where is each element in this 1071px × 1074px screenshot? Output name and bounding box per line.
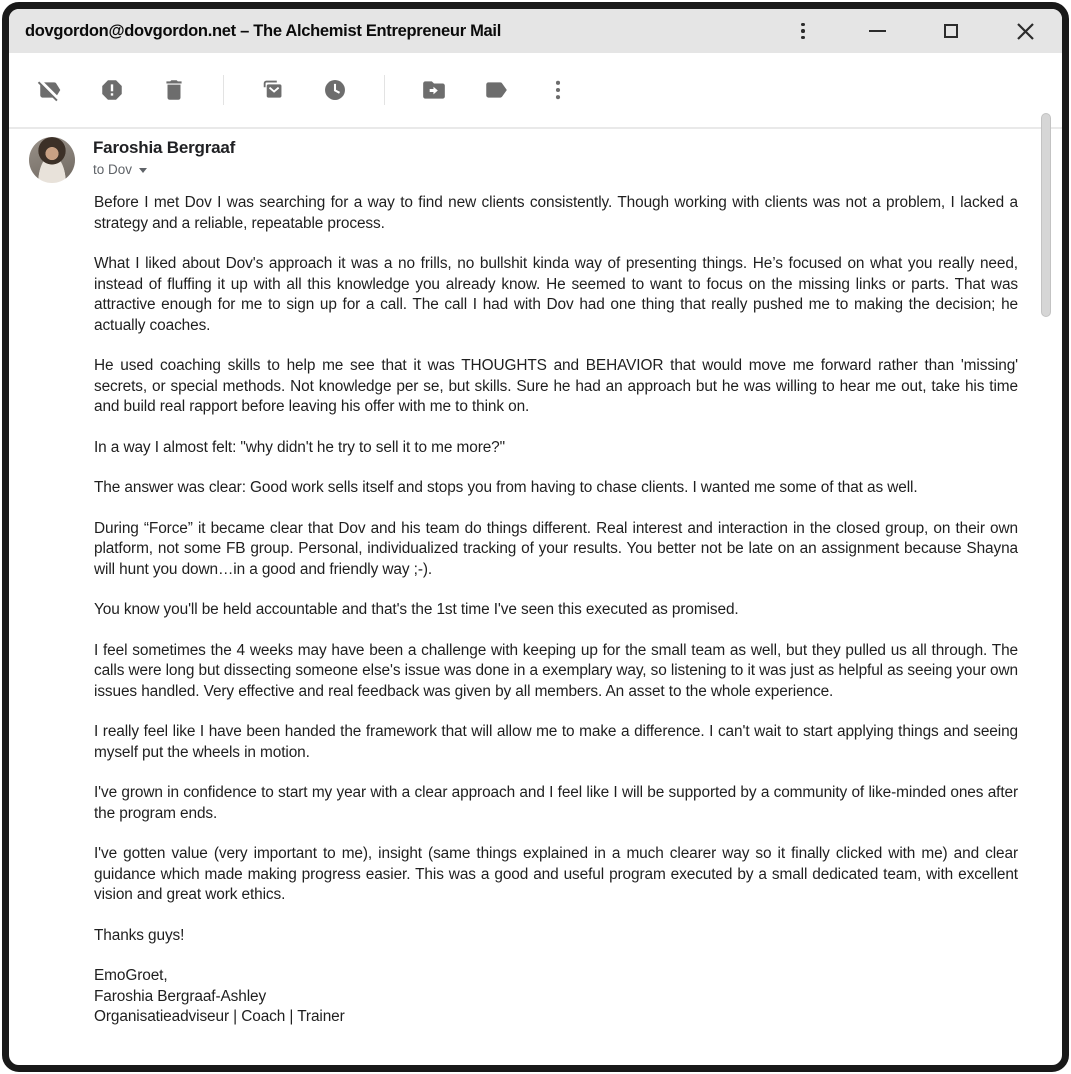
sender-avatar[interactable] <box>29 137 75 183</box>
menu-kebab-icon[interactable] <box>792 19 814 43</box>
email-paragraph: He used coaching skills to help me see that it was THOUGHTS and BEHAVIOR that would move me forward rather than 'missing' secrets, or special methods. Not knowledge per se, but skills. Sure he had an approach but he was willing to hear me out, take his time and build real rapport before leaving his offer with me to think on. <box>94 357 1018 415</box>
move-to-icon <box>421 77 447 103</box>
report-spam-button[interactable] <box>99 77 125 103</box>
signature-line: Faroshia Bergraaf-Ashley <box>94 987 267 1005</box>
maximize-icon <box>944 24 958 38</box>
vertical-scrollbar-thumb[interactable] <box>1041 113 1051 317</box>
more-options-icon <box>545 77 571 103</box>
mail-toolbar <box>9 53 1062 127</box>
email-paragraph: You know you'll be held accountable and that's the 1st time I've seen this executed as promised. <box>94 601 739 618</box>
move-to-inbox-icon <box>260 77 286 103</box>
minimize-icon <box>869 30 886 32</box>
toolbar-separator <box>384 75 385 105</box>
kebab-dots <box>801 23 805 40</box>
recipient-dropdown[interactable] <box>93 162 235 177</box>
maximize-button[interactable] <box>940 19 962 43</box>
email-body <box>9 183 1062 1028</box>
mail-window <box>2 2 1069 1072</box>
close-icon <box>1016 22 1035 41</box>
email-signature <box>94 966 1018 1028</box>
delete-button[interactable] <box>161 77 187 103</box>
email-paragraph: I feel sometimes the 4 weeks may have been a challenge with keeping up for the small team as well, but they pulled us all through. The calls were long but dissecting someone else's issue was done in a exemplary way, so listening to it was just as helpful as seeing your own issues handled. Very effective and real feedback was given by all members. An asset to the whole experience. <box>94 641 1018 700</box>
delete-icon <box>161 77 187 103</box>
email-paragraph: During “Force” it became clear that Dov and his team do things different. Real interest and interaction in the closed group, on their own platform, not some FB group. Personal, individualized tracking of your results. You better not be late on an assignment because Shayna will hunt you down…in a good and friendly way ;-). <box>94 519 1018 578</box>
email-paragraph: Before I met Dov I was searching for a way to find new clients consistently. Though working with clients was not a problem, I lacked a strategy and a reliable, repeatable process. <box>94 194 1018 232</box>
label-icon <box>483 77 509 103</box>
email-paragraph: Thanks guys! <box>94 926 185 944</box>
email-paragraph: I've grown in confidence to start my year with a clear approach and I feel like I will be supported by a community of like-minded ones after the program ends. <box>94 784 1018 822</box>
minimize-button[interactable] <box>866 19 888 43</box>
email-header <box>9 129 1062 183</box>
window-title: dovgordon@dovgordon.net – The Alchemist Entrepreneur Mail <box>25 21 501 40</box>
remove-label-icon <box>37 77 63 103</box>
recipient-label: to Dov <box>93 162 133 177</box>
move-to-button[interactable] <box>421 77 447 103</box>
more-options-button[interactable] <box>545 77 571 103</box>
toolbar-separator <box>223 75 224 105</box>
sender-block <box>93 137 235 177</box>
email-paragraph: In a way I almost felt: "why didn't he try to sell it to me more?" <box>94 438 506 456</box>
snooze-button[interactable] <box>322 77 348 103</box>
signature-line: Organisatieadviseur | Coach | Trainer <box>94 1008 345 1025</box>
email-paragraphs <box>94 193 1018 946</box>
email-paragraph: I really feel like I have been handed the framework that will allow me to make a difference. I can't wait to start applying things and seeing myself put the wheels in motion. <box>94 723 1018 761</box>
report-spam-icon <box>99 77 125 103</box>
window-controls <box>792 19 1036 43</box>
signature-line: EmoGroet, <box>94 967 168 984</box>
move-to-inbox-button[interactable] <box>260 77 286 103</box>
remove-label-button[interactable] <box>37 77 63 103</box>
label-button[interactable] <box>483 77 509 103</box>
title-bar <box>9 9 1062 53</box>
snooze-icon <box>322 77 348 103</box>
email-paragraph: I've gotten value (very important to me), insight (same things explained in a much clearer way so it finally clicked with me) and clear guidance which made making progress easier. This was a good and useful program executed by a small dedicated team, with excellent vision and great work ethics. <box>94 845 1018 903</box>
email-paragraph: The answer was clear: Good work sells itself and stops you from having to chase clients. I wanted me some of that as well. <box>94 479 918 496</box>
close-button[interactable] <box>1014 19 1036 43</box>
email-paragraph: What I liked about Dov's approach it was a no frills, no bullshit kinda way of presenting things. He’s focused on what you really need, instead of fluffing it up with all this knowledge you already know. He seemed to want to focus on the missing links or parts. That was attractive enough for me to sign up for a call. The call I had with Dov had one thing that really pushed me to making the decision; he actually coaches. <box>94 255 1018 334</box>
chevron-down-icon <box>139 168 147 173</box>
sender-name: Faroshia Bergraaf <box>93 138 236 157</box>
